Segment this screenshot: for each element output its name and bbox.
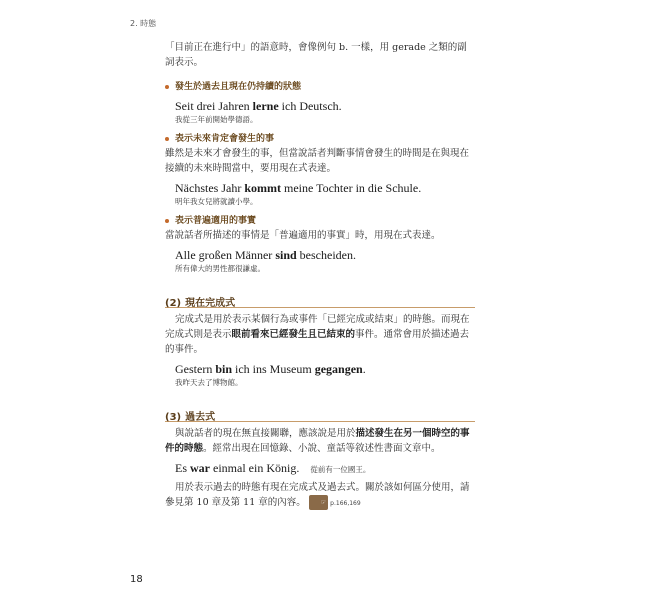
example-translation: 所有偉大的男性都很謙虛。 xyxy=(175,264,265,273)
reference-pointer-icon: ☞ xyxy=(309,495,328,510)
example-text: Es xyxy=(175,461,190,475)
section-title: 過去式 xyxy=(185,412,216,423)
example-verb: kommt xyxy=(244,181,281,195)
example-sentence xyxy=(165,248,475,263)
section-title: 現在完成式 xyxy=(185,298,236,309)
paragraph-emphasis: 描述發生在另一個時空的事件的時態 xyxy=(165,428,470,454)
example-translation: 從前有一位國王。 xyxy=(310,465,371,474)
example-translation: 我昨天去了博物館。 xyxy=(175,378,243,387)
section-number: (2) xyxy=(165,298,182,309)
example-sentence xyxy=(165,461,475,476)
example-translation: 我從三年前開始學德語。 xyxy=(175,115,258,124)
example-verb: lerne xyxy=(252,99,279,113)
chapter-header: 2. 時態 xyxy=(130,19,157,28)
example-sentence xyxy=(165,181,475,196)
example-text: Alle großen Männer xyxy=(175,248,276,262)
section-paragraph xyxy=(165,312,475,357)
example-sentence xyxy=(165,99,475,114)
paragraph-text: 與說話者的現在無直接關聯，應該說是用於 xyxy=(175,428,356,439)
bullet-description: 當說話者所描述的事情是「普遍適用的事實」時，用現在式表達。 xyxy=(165,230,441,241)
example-text: meine Tochter in die Schule. xyxy=(280,181,422,195)
section-heading xyxy=(165,405,475,422)
paragraph-text: 完成式是用於表示某個行為或事件「已經完成或結束」的時態。而現在完成式則是表示 xyxy=(165,314,470,340)
bullet-heading: 表示普遍適用的事實 xyxy=(165,214,475,228)
example-text: einmal ein König. xyxy=(210,461,300,475)
example-text: Nächstes Jahr xyxy=(175,181,245,195)
content-area xyxy=(165,40,475,511)
example-text: . xyxy=(362,362,366,376)
paragraph-text: 。經常出現在回憶錄、小說、童話等敘述性書面文章中。 xyxy=(203,443,441,454)
example-text: Gestern xyxy=(175,362,216,376)
example-verb: gegangen xyxy=(314,362,363,376)
paragraph-text: 用於表示過去的時態有現在完成式及過去式。關於該如何區分使用，請參見第 10 章及第 11 章的內容。 xyxy=(165,482,470,508)
example-text: bescheiden. xyxy=(296,248,356,262)
intro-paragraph: 「目前正在進行中」的語意時，會像例句 b. 一樣，用 gerade 之類的副詞表示。 xyxy=(165,42,467,68)
reference-pages: p.166,169 xyxy=(330,500,361,507)
section-number: (3) xyxy=(165,412,182,423)
paragraph-text: 事件。通常會用於描述過去的事件。 xyxy=(165,329,470,355)
bullet-description: 雖然是未來才會發生的事，但當說話者判斷事情會發生的時間是在與現在接續的未來時間當中，要用現在式表達。 xyxy=(165,148,470,174)
example-text: ich ins Museum xyxy=(232,362,315,376)
section-heading xyxy=(165,291,475,308)
section-paragraph xyxy=(165,426,475,456)
bullet-heading: 表示未來肯定會發生的事 xyxy=(165,132,475,146)
example-text: Seit drei Jahren xyxy=(175,99,253,113)
page-number: 18 xyxy=(130,574,143,585)
bullet-heading: 發生於過去且現在仍持續的狀態 xyxy=(165,80,475,94)
example-sentence xyxy=(165,362,475,377)
example-translation: 明年我女兒將就讀小學。 xyxy=(175,197,258,206)
example-verb: bin xyxy=(215,362,233,376)
example-verb: war xyxy=(190,461,210,475)
example-verb: sind xyxy=(275,248,297,262)
section-paragraph xyxy=(165,480,475,511)
example-text: ich Deutsch. xyxy=(278,99,342,113)
paragraph-emphasis: 眼前看來已經發生且已結束的 xyxy=(231,329,356,340)
